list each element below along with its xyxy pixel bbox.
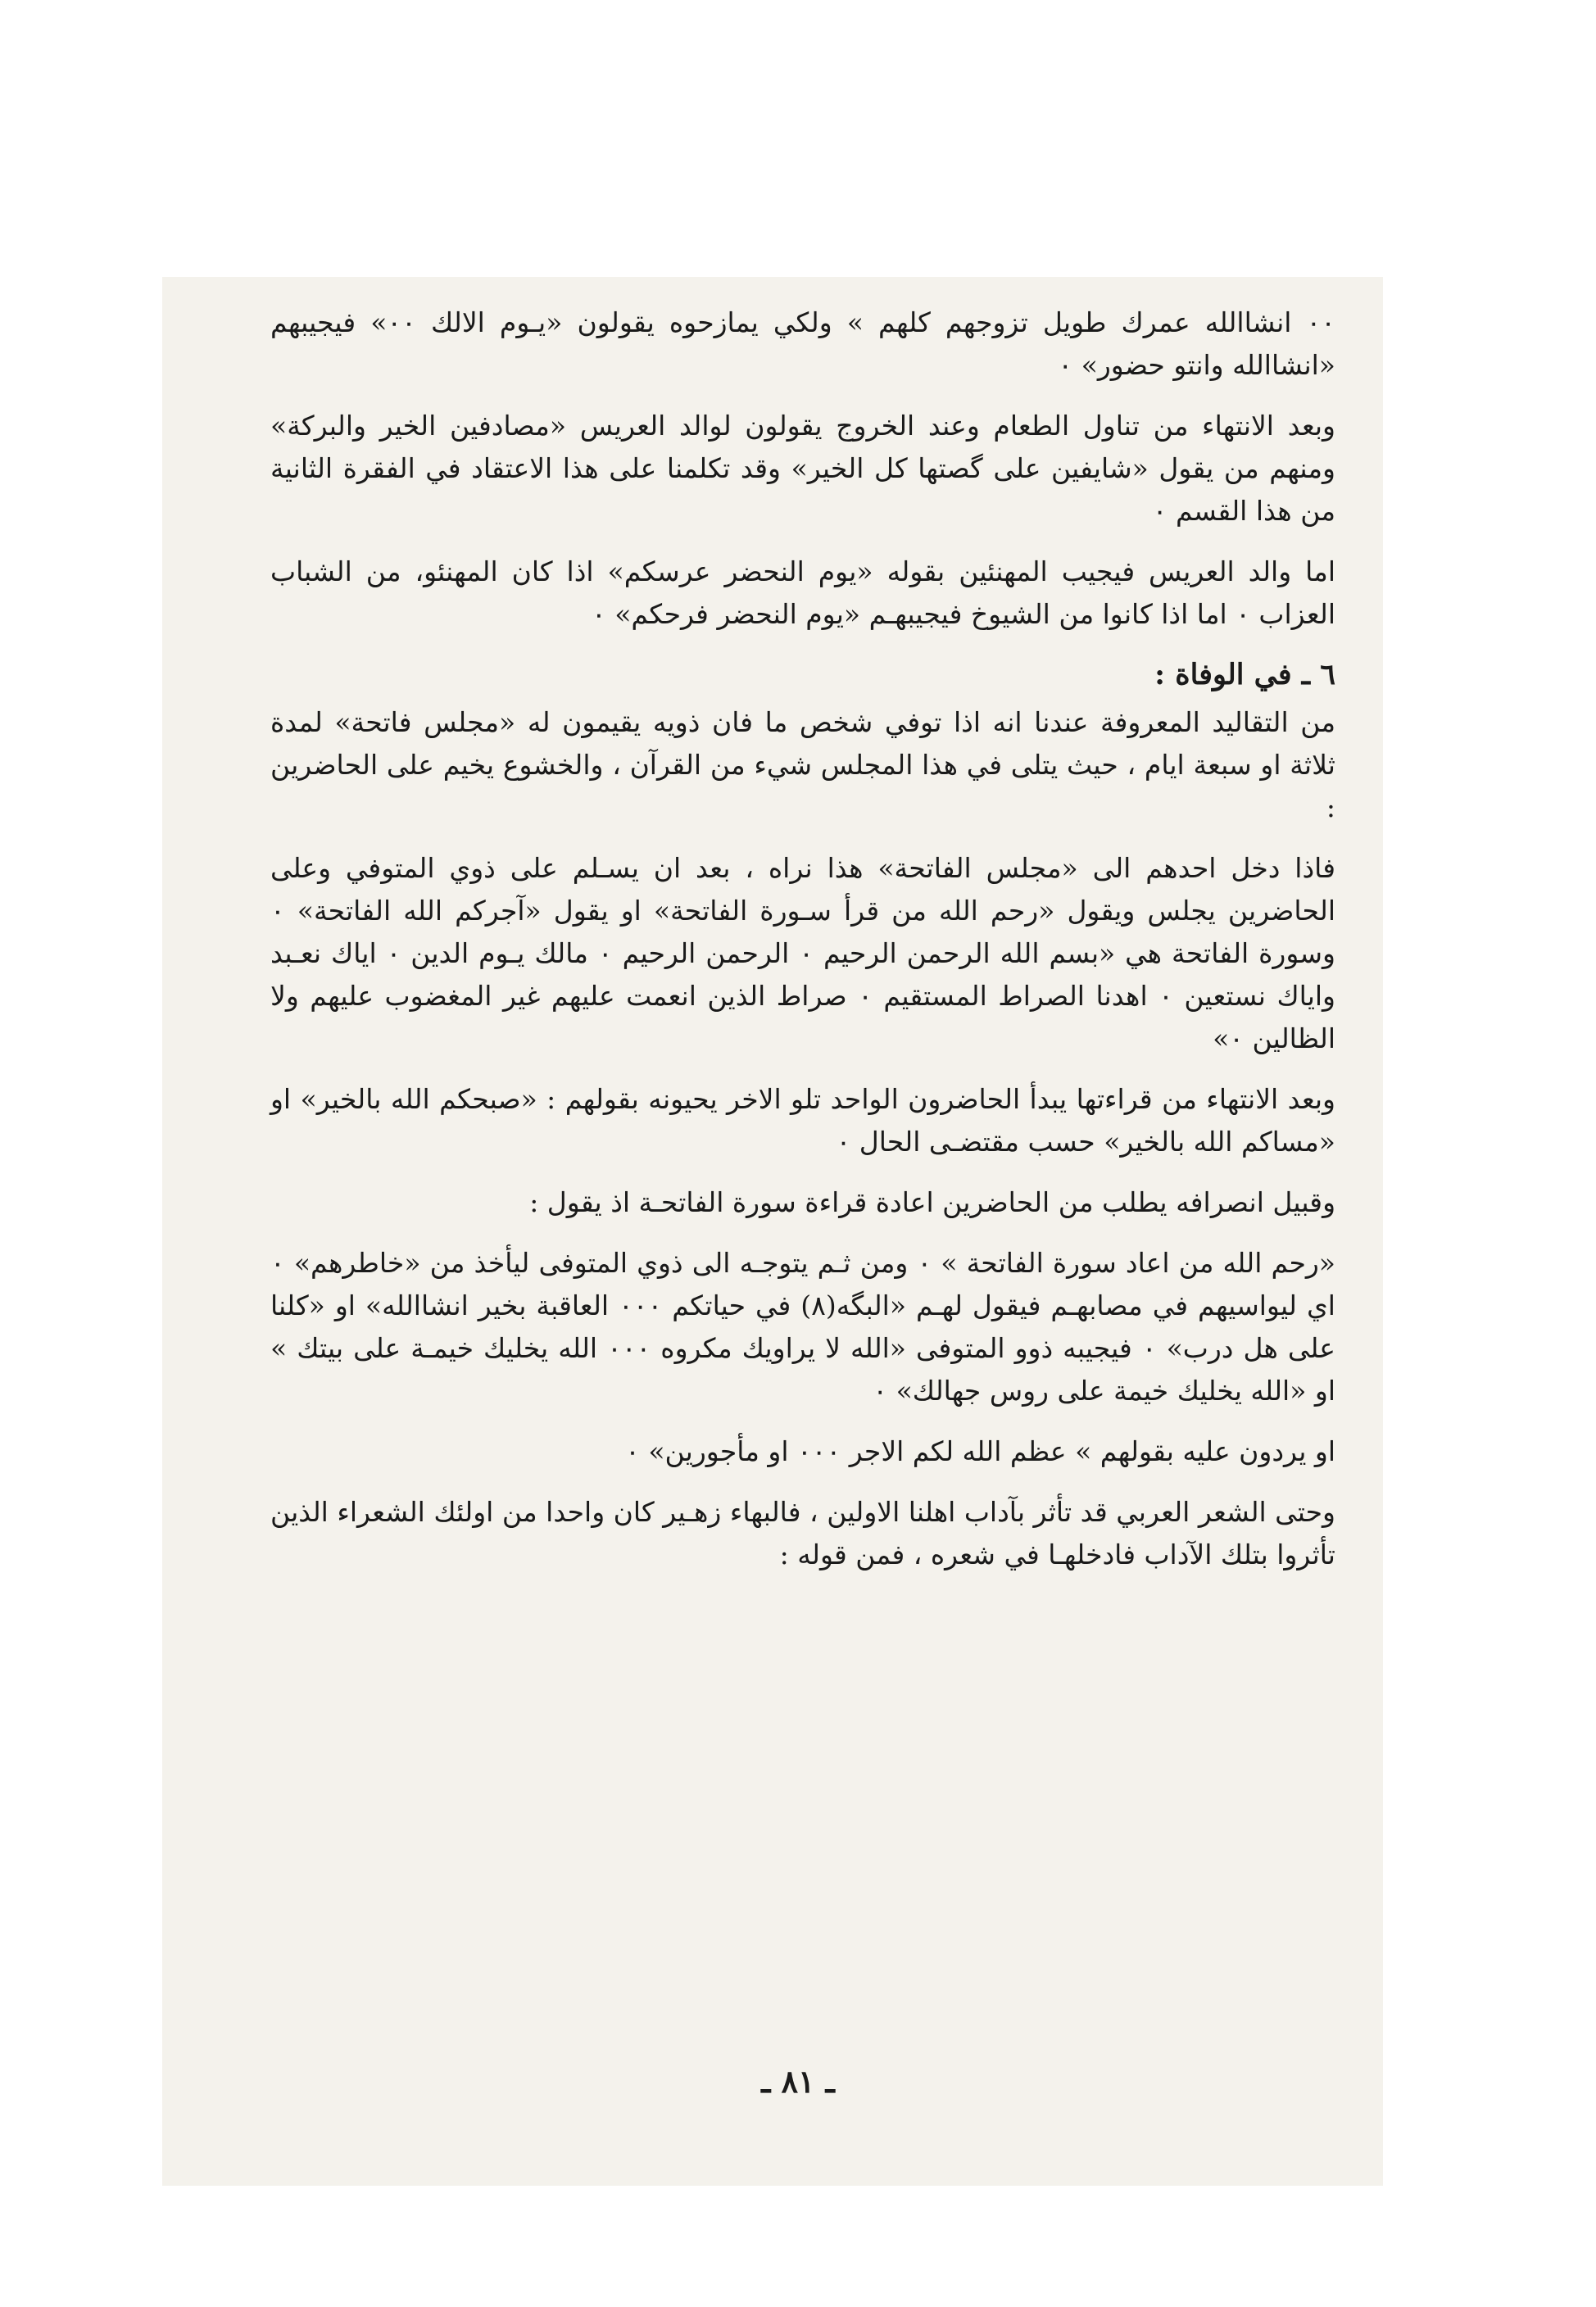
paragraph: او يردون عليه بقولهم » عظم الله لكم الاجر ٠٠٠ او مأجورين» ٠ [625,1435,1335,1467]
paragraph: ٠٠ انشاالله عمرك طويل تزوجهم كلهم » ولكي يمازحوه يقولون «يـوم الالك ٠٠» فيجيبهم «انشاالله وانتو حضور» ٠ [270,306,1335,381]
paragraph: اما والد العريس فيجيب المهنئين بقوله «يوم النحضر عرسكم» اذا كان المهنئو، من الشباب العزاب ٠ اما اذا كانوا من الشيوخ فيجيبهـم «يوم النحضر فرحكم» ٠ [270,555,1335,630]
paragraph: «رحم الله من اعاد سورة الفاتحة » ٠ ومن ثـم يتوجـه الى ذوي المتوفى ليأخذ من «خاطرهم» ٠ اي ليواسيهم في مصابهـم فيقول لهـم «البگه(٨) في حياتكم ٠٠٠ العاقبة بخير انشاالله» او «كلنا على هل درب» ٠ فيجيبه ذوو المتوفى «الله لا يراويك مكروه ٠٠٠ الله يخليك خيمـة على بيتك » او «الله يخليك خيمة على روس جهالك» ٠ [270,1247,1335,1407]
paragraph: فاذا دخل احدهم الى «مجلس الفاتحة» هذا نراه ، بعد ان يسـلم على ذوي المتوفي وعلى الحاضرين يجلس ويقول «رحم الله من قرأ سـورة الفاتحة» او يقول «آجركم الله الفاتحة» ٠ وسورة الفاتحة هي «بسم الله الرحمن الرحيم ٠ الرحمن الرحيم ٠ مالك يـوم الدين ٠ اياك نعـبد واياك نستعين ٠ اهدنا الصراط المستقيم ٠ صراط الذين انعمت عليهم غير المغضوب عليهم ولا الظالين ٠» [270,852,1335,1054]
paragraph: من التقاليد المعروفة عندنا انه اذا توفي شخص ما فان ذويه يقيمون له «مجلس فاتحة» لمدة ثلاثة او سبعة ايام ، حيث يتلى في هذا المجلس شيء من القرآن ، والخشوع يخيم على الحاضرين : [270,706,1335,823]
page-body [270,301,1335,1594]
paragraph: وحتى الشعر العربي قد تأثر بآداب اهلنا الاولين ، فالبهاء زهـير كان واحدا من اولئك الشعراء الذين تأثروا بتلك الآداب فادخلهـا في شعره ، فمن قوله : [270,1496,1335,1570]
paragraph: وبعد الانتهاء من تناول الطعام وعند الخروج يقولون لوالد العريس «مصادفين الخير والبركة» ومنهم من يقول «شايفين على گصتها كل الخير» وقد تكلمنا على هذا الاعتقاد في الفقرة الثانية من هذا القسم ٠ [270,410,1335,527]
paragraph: وقبيل انصرافه يطلب من الحاضرين اعادة قراءة سورة الفاتحـة اذ يقول : [529,1186,1335,1218]
paragraph: وبعد الانتهاء من قراءتها يبدأ الحاضرون الواحد تلو الاخر يحيونه بقولهم : «صبحكم الله بالخير» او «مساكم الله بالخير» حسب مقتضـى الحال ٠ [270,1083,1335,1158]
section-heading: ٦ ـ في الوفاة : [1154,658,1335,691]
page-number: ـ ٨١ ـ [761,2063,835,2100]
